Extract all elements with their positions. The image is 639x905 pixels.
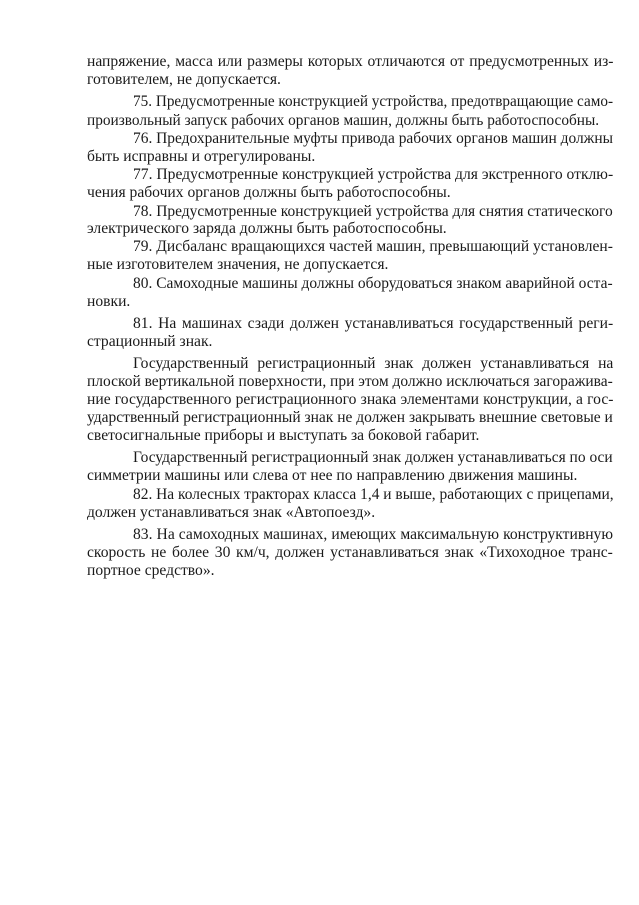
text-line: плоской вертикальной поверхности, при этом должно исключаться загоражива- <box>87 373 613 390</box>
text-line: 77. Предусмотренные конструкцией устройства для экстренного отклю- <box>133 166 614 183</box>
text-line: 76. Предохранительные муфты привода рабочих органов машин должны <box>133 130 613 147</box>
text-line: 82. На колесных тракторах класса 1,4 и выше, работающих с прицепами, <box>133 486 614 503</box>
text-line: светосигнальные приборы и выступать за боковой габарит. <box>87 427 480 444</box>
text-line: Государственный регистрационный знак должен устанавливаться на <box>133 355 614 372</box>
text-line: готовителем, не допускается. <box>87 71 281 88</box>
text-line: 75. Предусмотренные конструкцией устройства, предотвращающие само- <box>133 93 614 110</box>
text-line: 78. Предусмотренные конструкцией устройства для снятия статического <box>133 203 613 220</box>
text-line: ные изготовителем значения, не допускается. <box>87 256 389 273</box>
text-line: страционный знак. <box>87 333 213 350</box>
text-line: должен устанавливаться знак «Автопоезд». <box>87 504 376 521</box>
text-line: быть исправны и отрегулированы. <box>87 148 316 165</box>
text-line: 83. На самоходных машинах, имеющих максимальную конструктивную <box>133 526 613 543</box>
text-line: 79. Дисбаланс вращающихся частей машин, превышающий установлен- <box>133 238 613 255</box>
text-line: чения рабочих органов должны быть работоспособны. <box>87 184 451 201</box>
text-line: новки. <box>87 293 131 310</box>
text-line: Государственный регистрационный знак должен устанавливаться по оси <box>133 449 613 466</box>
text-line: скорость не более 30 км/ч, должен устанавливаться знак «Тихоходное транс- <box>87 544 613 561</box>
text-line: 81. На машинах сзади должен устанавливаться государственный реги- <box>133 315 614 332</box>
text-line: портное средство». <box>87 562 215 579</box>
text-line: ударственный регистрационный знак не должен закрывать внешние световые и <box>87 409 613 426</box>
text-line: 80. Самоходные машины должны оборудоваться знаком аварийной оста- <box>133 275 613 292</box>
text-line: электрического заряда должны быть работоспособны. <box>87 220 447 237</box>
text-line: произвольный запуск рабочих органов машин, должны быть работоспособны. <box>87 112 600 129</box>
text-line: ние государственного регистрационного знака элементами конструкции, а гос- <box>87 391 614 408</box>
text-line: напряжение, масса или размеры которых отличаются от предусмотренных из- <box>87 53 614 70</box>
text-line: симметрии машины или слева от нее по направлению движения машины. <box>87 467 578 484</box>
